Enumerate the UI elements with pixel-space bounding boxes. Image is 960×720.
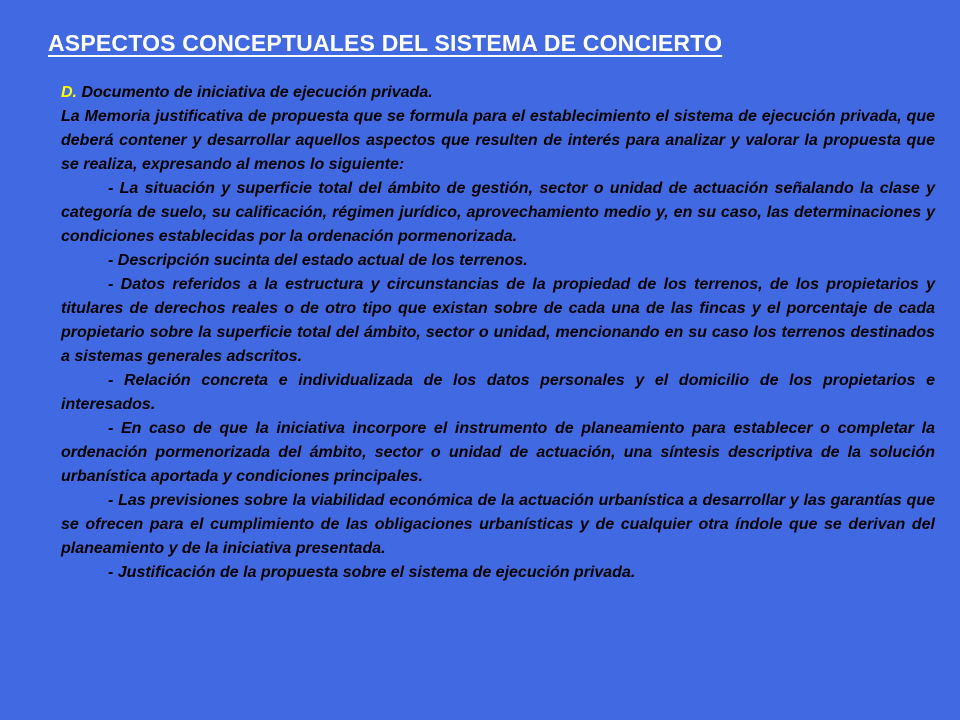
list-item-datos-propiedad: - Datos referidos a la estructura y circunstancias de la propiedad de los terrenos, de los propietarios y titulares de derechos reales o de otro tipo que existan sobre de cada una de las fincas y el porcentaje de cada propietario sobre la superficie total del ámbito, sector o unidad, mencionando en su caso los terrenos destinados a sistemas generales adscritos. [61, 276, 935, 365]
list-item-planeamiento: - En caso de que la iniciativa incorpore el instrumento de planeamiento para establecer o completar la ordenación pormenorizada del ámbito, sector o unidad de actuación, una síntesis descriptiva de la solución urbanística aportada y condiciones principales. [61, 420, 935, 485]
section-heading-text: Documento de iniciativa de ejecución privada. [77, 84, 433, 101]
section-heading [61, 81, 935, 105]
slide-title: ASPECTOS CONCEPTUALES DEL SISTEMA DE CONCIERTO [48, 30, 723, 56]
list-item-relacion-propietarios: - Relación concreta e individualizada de los datos personales y el domicilio de los propietarios e interesados. [61, 372, 935, 413]
list-item-situacion: - La situación y superficie total del ámbito de gestión, sector o unidad de actuación señalando la clase y categoría de suelo, su calificación, régimen jurídico, aprovechamiento medio y, en su caso, las determinaciones y condiciones establecidas por la ordenación pormenorizada. [61, 180, 935, 245]
document-body [61, 81, 935, 585]
list-item-viabilidad: - Las previsiones sobre la viabilidad económica de la actuación urbanística a desarrollar y las garantías que se ofrecen para el cumplimiento de las obligaciones urbanísticas y de cualquier otra índole que se derivan del planeamiento y de la iniciativa presentada. [61, 492, 935, 557]
section-letter: D. [61, 84, 77, 101]
list-item-justificacion: - Justificación de la propuesta sobre el sistema de ejecución privada. [108, 564, 636, 581]
list-item-descripcion: - Descripción sucinta del estado actual de los terrenos. [108, 252, 528, 269]
intro-paragraph: La Memoria justificativa de propuesta que se formula para el establecimiento el sistema de ejecución privada, que deberá contener y desarrollar aquellos aspectos que resulten de interés para analizar y valorar la propuesta que se realiza, expresando al menos lo siguiente: [61, 108, 935, 173]
